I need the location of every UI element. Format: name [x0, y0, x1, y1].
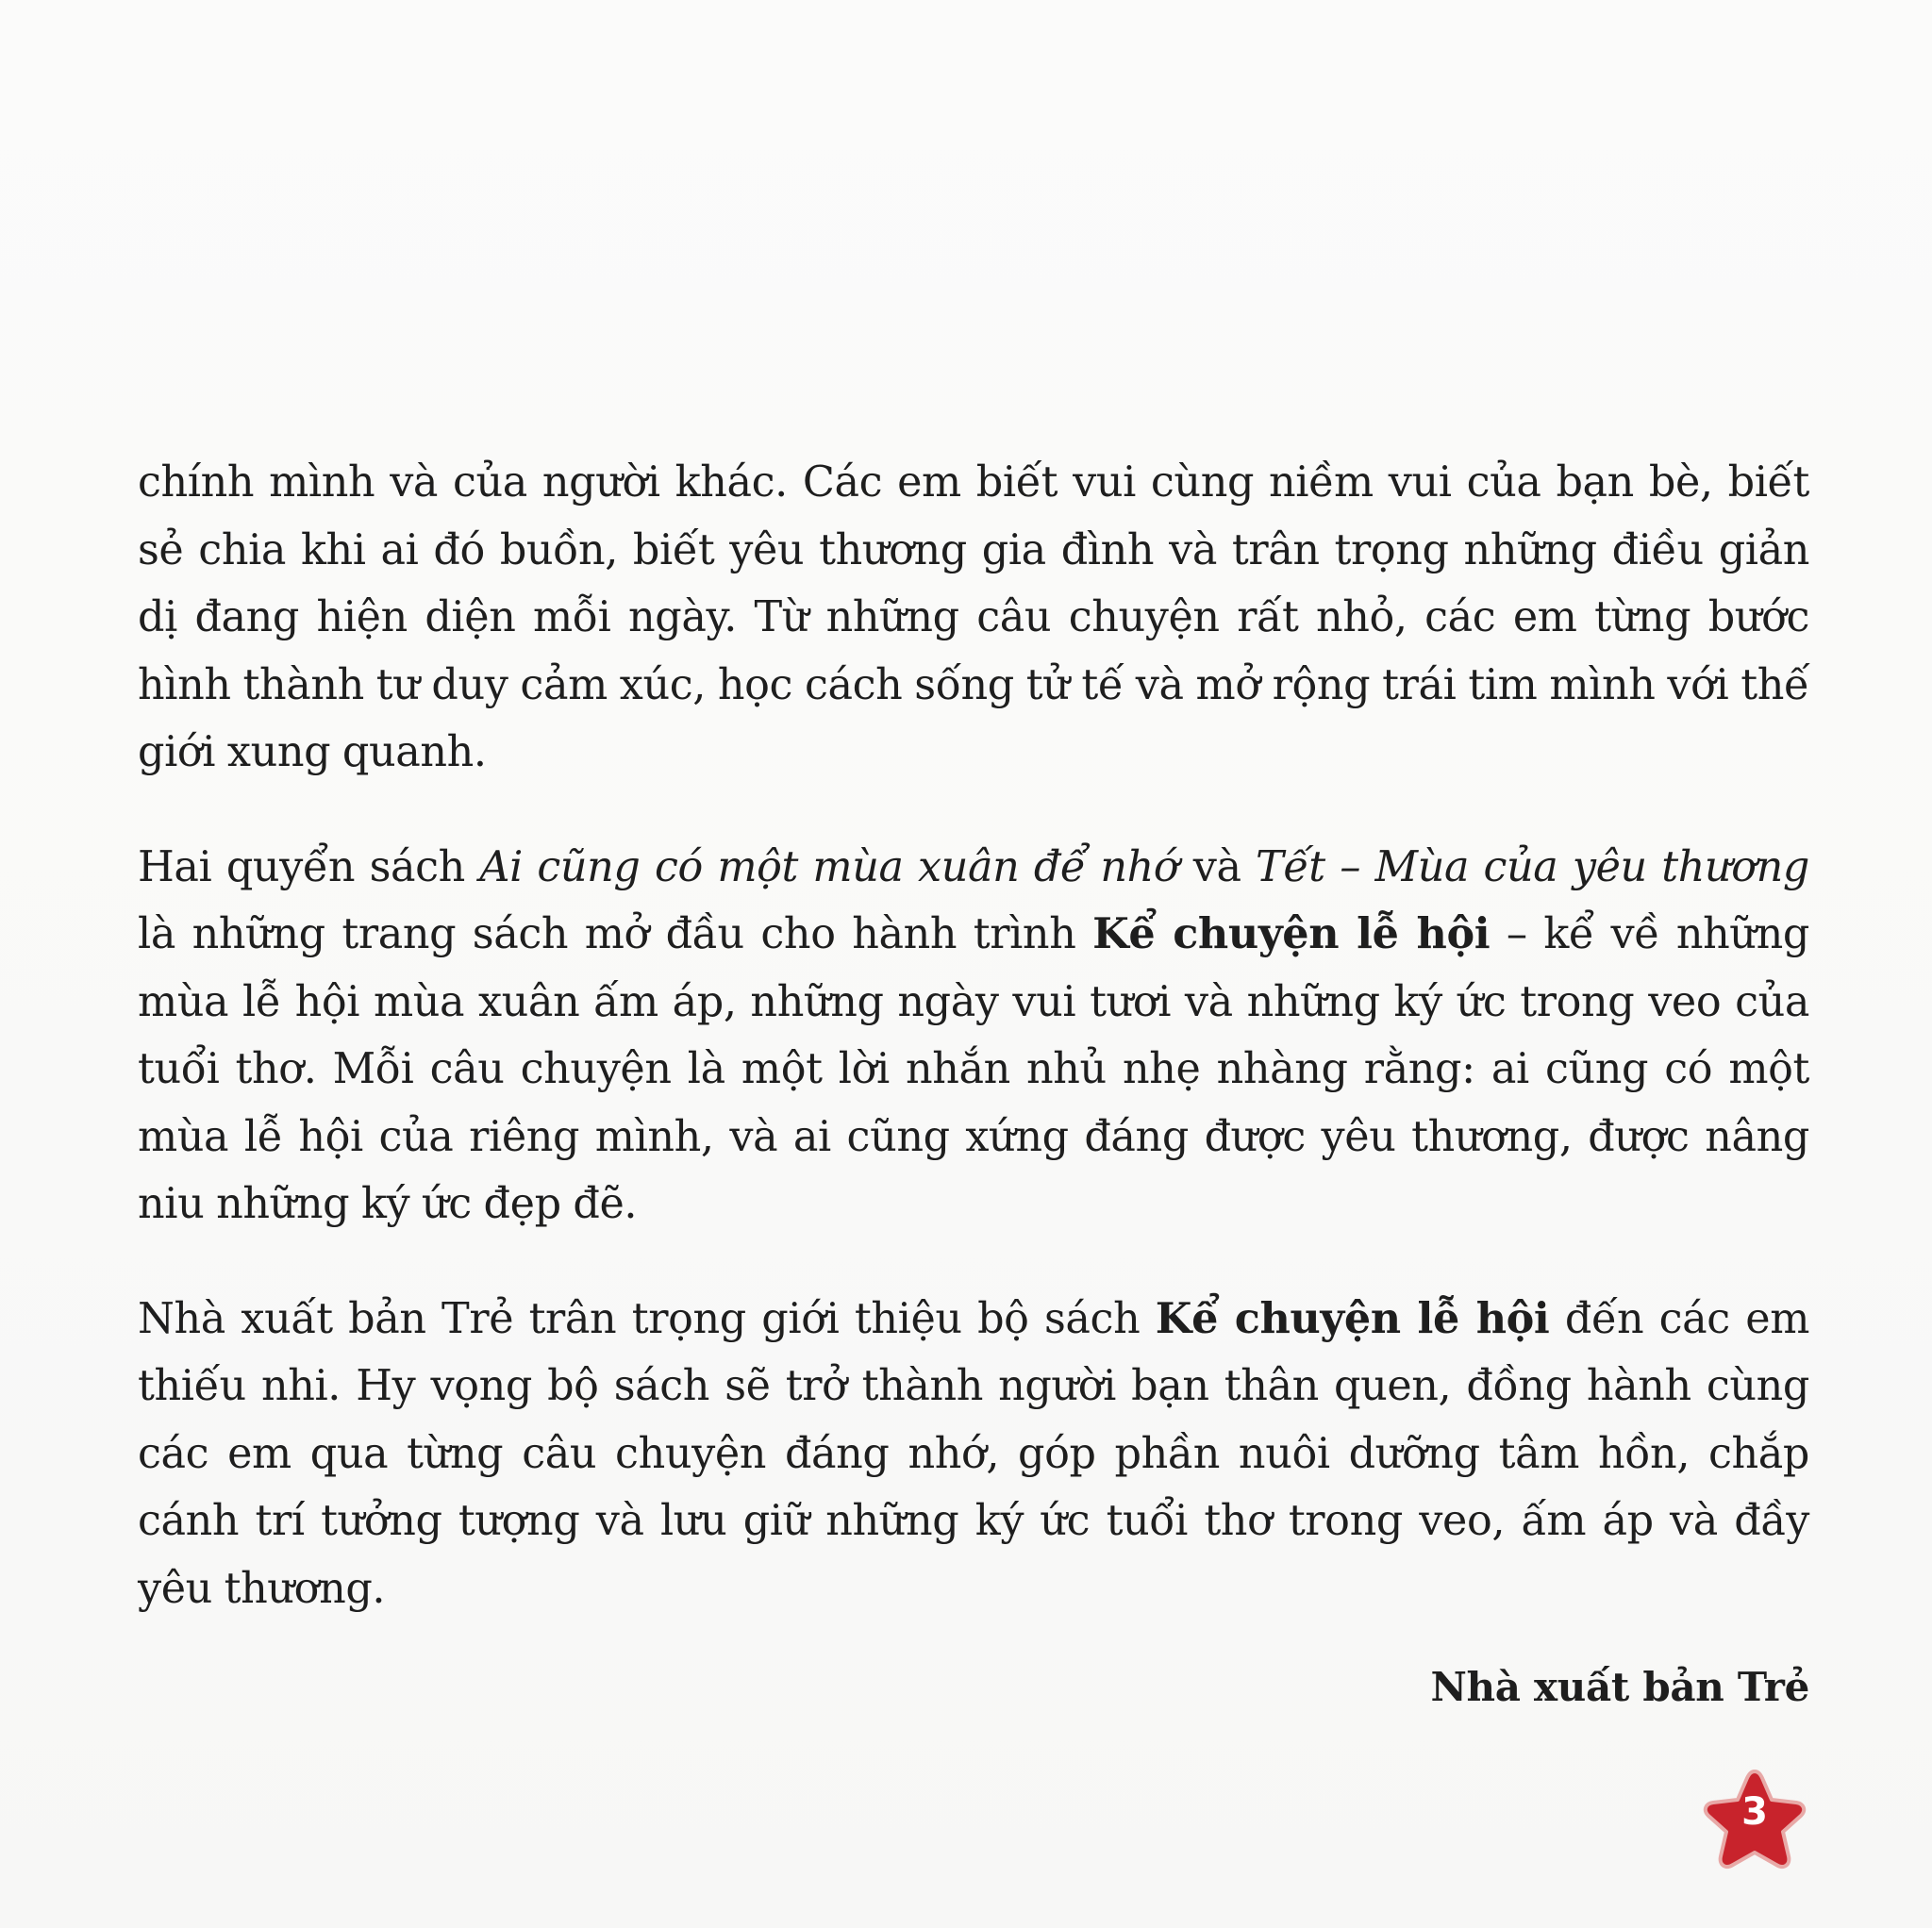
- book-title-1: Ai cũng có một mùa xuân để nhớ: [479, 842, 1179, 891]
- paragraph-2-text: – kể về những mùa lễ hội mùa xuân ấm áp, những ngày vui tươi và những ký ức trong veo của tuổi thơ. Mỗi câu chuyện là một lời nhắn nhủ nhẹ nhàng rằng: ai cũng có một mùa lễ hội của riêng mình, và ai cũng xứng đáng được yêu thương, được nâng niu những ký ức đẹp đẽ.: [138, 910, 1809, 1228]
- paragraph-spacer: [138, 1238, 1809, 1286]
- paragraph-1-text: chính mình và của người khác. Các em biết vui cùng niềm vui của bạn bè, biết sẻ chia khi ai đó buồn, biết yêu thương gia đình và trân trọng những điều giản dị đang hiện diện mỗi ngày. Từ những câu chuyện rất nhỏ, các em từng bước hình thành tư duy cảm xúc, học cách sống tử tế và mở rộng trái tim mình với thế giới xung quanh.: [138, 458, 1809, 776]
- paragraph-1: [138, 449, 1809, 787]
- series-name: Kể chuyện lễ hội: [1155, 1293, 1550, 1343]
- publisher-signature: Nhà xuất bản Trẻ: [1430, 1664, 1809, 1710]
- paragraph-spacer: [138, 787, 1809, 834]
- book-title-2: Tết – Mùa của yêu thương: [1256, 842, 1809, 891]
- paragraph-3-text: Nhà xuất bản Trẻ trân trọng giới thiệu bộ sách: [138, 1294, 1156, 1343]
- paragraph-2: [138, 834, 1809, 1238]
- body-text: [138, 449, 1809, 1622]
- page-number-badge: [1696, 1766, 1813, 1879]
- page-number: 3: [1741, 1790, 1768, 1834]
- series-name: Kể chuyện lễ hội: [1092, 909, 1491, 958]
- paragraph-3-text: đến các em thiếu nhi. Hy vọng bộ sách sẽ trở thành người bạn thân quen, đồng hành cùng các em qua từng câu chuyện đáng nhớ, góp phần nuôi dưỡng tâm hồn, chắp cánh trí tưởng tượng và lưu giữ những ký ức tuổi thơ trong veo, ấm áp và đầy yêu thương.: [138, 1294, 1809, 1613]
- paragraph-3: [138, 1286, 1809, 1623]
- paragraph-2-text: và: [1178, 842, 1257, 891]
- paragraph-2-text: là những trang sách mở đầu cho hành trình: [138, 910, 1093, 958]
- paragraph-2-text: Hai quyển sách: [138, 842, 480, 891]
